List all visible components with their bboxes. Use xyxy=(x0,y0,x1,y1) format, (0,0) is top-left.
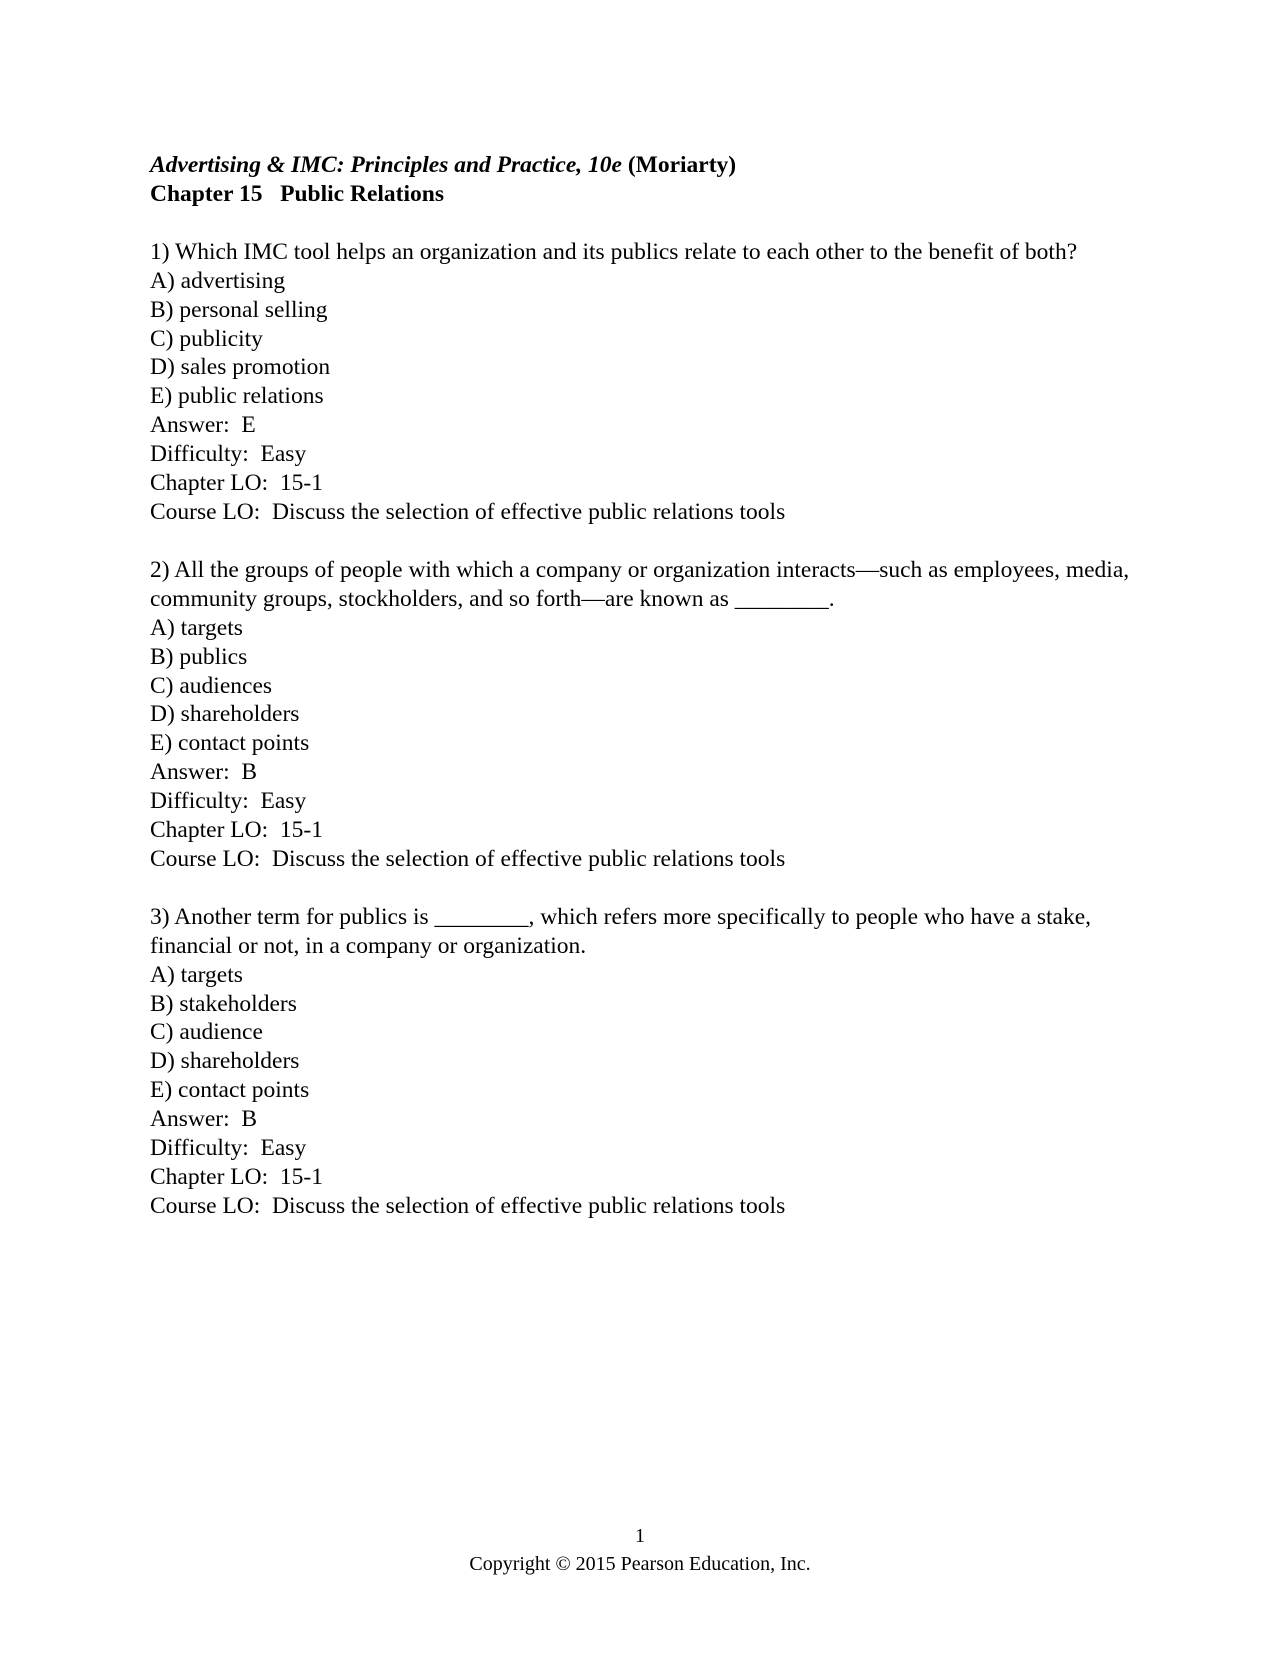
book-title-line xyxy=(150,151,1130,180)
option-d: D) shareholders xyxy=(150,1048,300,1075)
book-title: Advertising & IMC: Principles and Practice, 10e xyxy=(150,152,622,178)
course-lo: Course LO: Discuss the selection of effective public relations tools xyxy=(150,1192,786,1219)
option-e: E) contact points xyxy=(150,730,310,757)
chapter-lo: Chapter LO: 15-1 xyxy=(150,817,323,844)
option-e: E) contact points xyxy=(150,1077,310,1104)
option-a: A) advertising xyxy=(150,267,286,294)
book-author: (Moriarty) xyxy=(621,152,737,178)
chapter-title: Chapter 15 Public Relations xyxy=(150,180,444,207)
answer: Answer: B xyxy=(150,1106,258,1133)
option-c: C) publicity xyxy=(150,325,263,352)
course-lo: Course LO: Discuss the selection of effective public relations tools xyxy=(150,845,786,872)
option-c: C) audience xyxy=(150,1019,263,1046)
question-text: 1) Which IMC tool helps an organization and its publics relate to each other to the benefit of both? xyxy=(150,238,1078,265)
option-b: B) stakeholders xyxy=(150,990,297,1017)
option-b: B) personal selling xyxy=(150,296,328,323)
answer: Answer: B xyxy=(150,759,258,786)
option-e: E) public relations xyxy=(150,383,324,410)
copyright-notice: Copyright © 2015 Pearson Education, Inc. xyxy=(469,1553,811,1575)
question-2 xyxy=(150,556,1130,874)
document-page xyxy=(150,151,1130,1221)
answer: Answer: E xyxy=(150,412,256,439)
question-text: 2) All the groups of people with which a company or organization interacts—such as employees, media, community groups, stockholders, and so forth—are known as ________. xyxy=(150,556,1130,612)
option-d: D) shareholders xyxy=(150,701,300,728)
option-c: C) audiences xyxy=(150,672,273,699)
chapter-lo: Chapter LO: 15-1 xyxy=(150,470,323,497)
difficulty: Difficulty: Easy xyxy=(150,788,307,815)
page-number: 1 xyxy=(635,1525,645,1547)
option-b: B) publics xyxy=(150,643,248,670)
question-3 xyxy=(150,903,1130,1221)
option-d: D) sales promotion xyxy=(150,354,331,381)
difficulty: Difficulty: Easy xyxy=(150,441,307,468)
question-1 xyxy=(150,238,1130,527)
option-a: A) targets xyxy=(150,614,243,641)
option-a: A) targets xyxy=(150,961,243,988)
difficulty: Difficulty: Easy xyxy=(150,1135,307,1162)
question-text: 3) Another term for publics is ________, which refers more specifically to people who have a stake, financial or not, in a company or organization. xyxy=(150,903,1092,959)
course-lo: Course LO: Discuss the selection of effective public relations tools xyxy=(150,498,786,525)
chapter-lo: Chapter LO: 15-1 xyxy=(150,1164,323,1190)
